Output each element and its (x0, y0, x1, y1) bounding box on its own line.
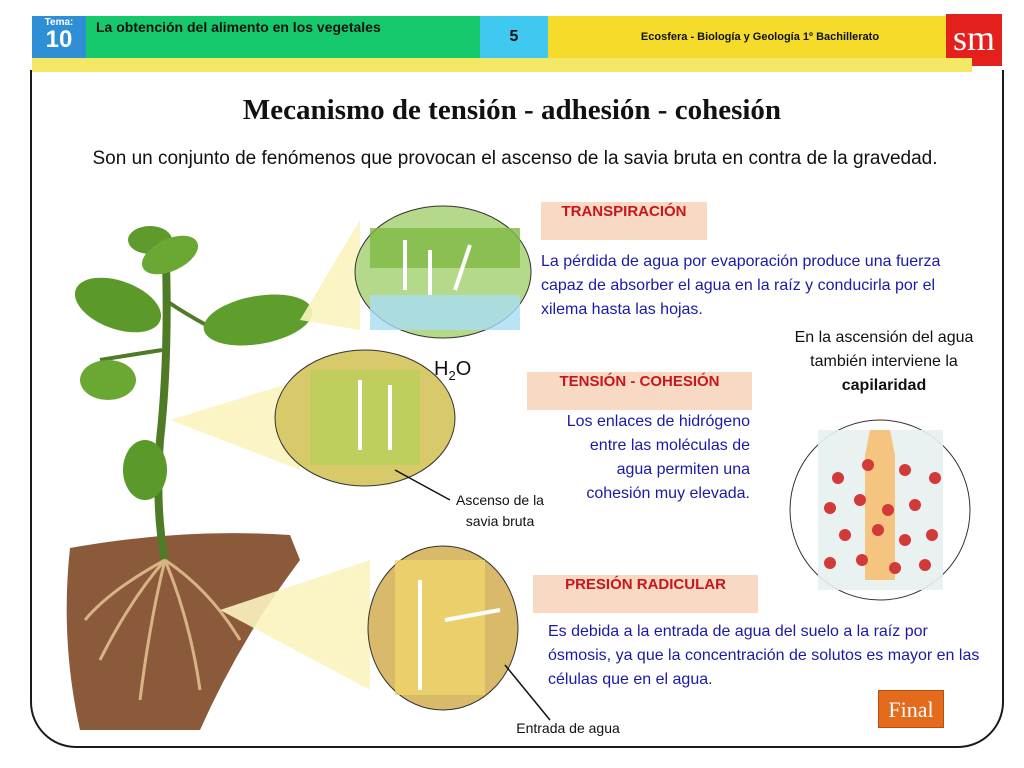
ascenso-label: Ascenso de la savia bruta (456, 492, 544, 529)
chapter-title: La obtención del alimento en los vegetales (86, 16, 480, 58)
capilaridad-bold: capilaridad (841, 377, 927, 394)
intro-text: Son un conjunto de fenómenos que provocan el ascenso de la savia bruta en contra de la gravedad. (92, 148, 938, 169)
plant-stem (158, 235, 166, 560)
tema-label: Tema: (44, 17, 74, 28)
entrada-label: Entrada de agua (516, 720, 620, 736)
leaf (200, 287, 317, 353)
book-title: Ecosfera - Biología y Geología 1º Bachillerato (548, 16, 972, 58)
capilaridad-text: En la ascensión del agua también interviene la (794, 329, 974, 370)
tema-number: 10 (45, 26, 73, 53)
final-button[interactable]: Final (878, 690, 944, 728)
publisher-logo: sm (946, 14, 1002, 66)
leaf (80, 360, 136, 400)
transpiracion-text: La pérdida de agua por evaporación produce una fuerza capaz de absorber el agua en la raíz y conducirla por el xilema hasta las hojas. (541, 253, 941, 318)
tension-label: TENSIÓN - COHESIÓN (527, 372, 752, 410)
page-title: Mecanismo de tensión - adhesión - cohesión (242, 94, 782, 126)
presion-label: PRESIÓN RADICULAR (533, 575, 758, 613)
capilaridad-note (774, 326, 994, 398)
tension-text: Los enlaces de hidrógeno entre las moléculas de agua permiten una cohesión muy elevada. (566, 413, 750, 502)
leaf (68, 267, 169, 343)
presion-text: Es debida a la entrada de agua del suelo a la raíz por ósmosis, ya que la concentración de solutos es mayor en las células que en el agua. (548, 623, 980, 688)
page-number: 5 (480, 16, 548, 58)
transpiracion-label: TRANSPIRACIÓN (541, 202, 707, 240)
h2o-label: $H_2O$ (434, 358, 472, 383)
leaf (123, 440, 167, 500)
